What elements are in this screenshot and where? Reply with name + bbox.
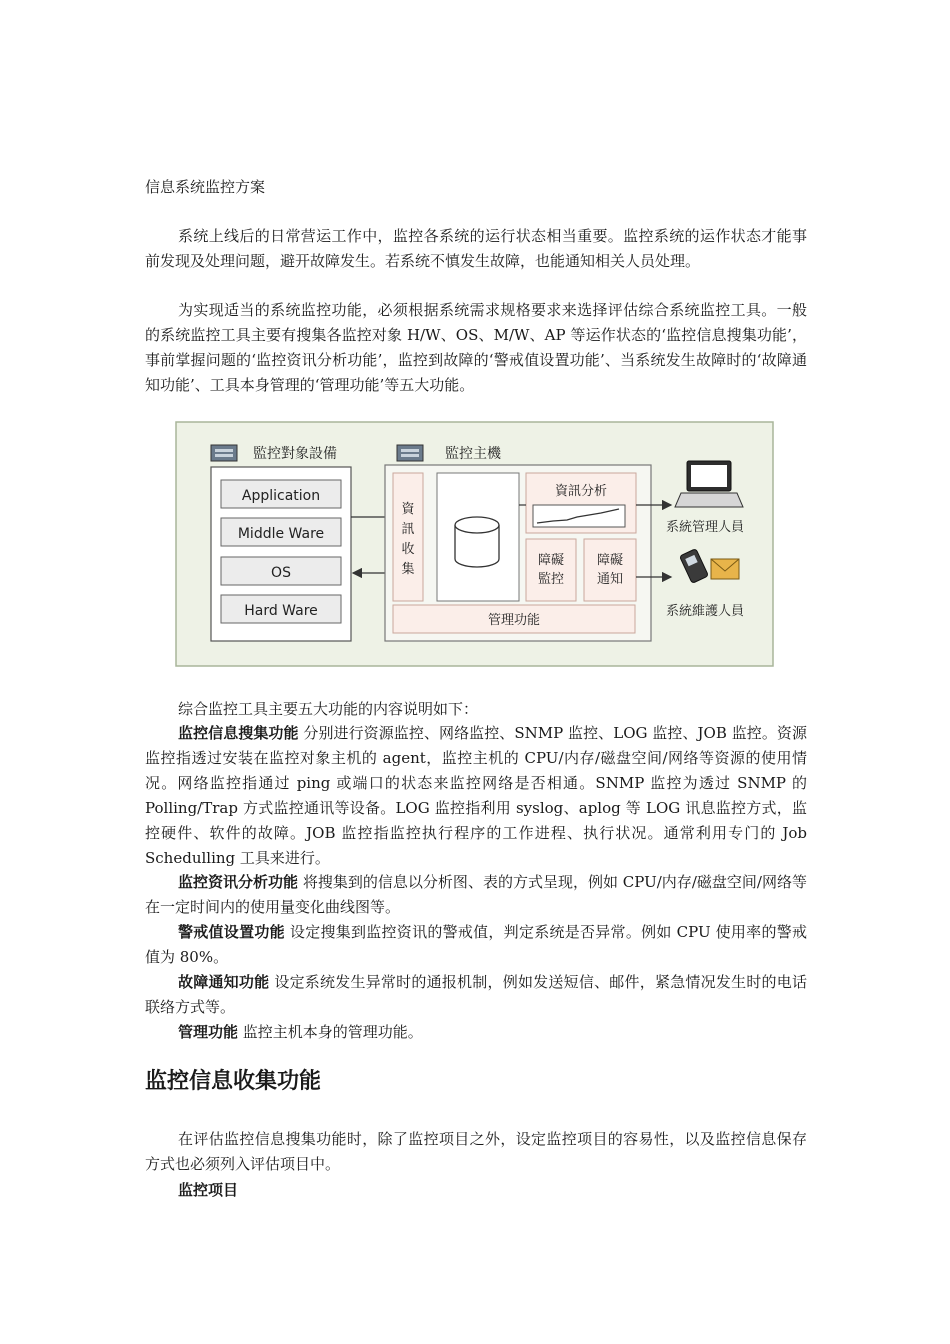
fault-notify-box (584, 539, 636, 601)
lead-notify: 故障通知功能 (178, 973, 270, 991)
target-item-os (221, 557, 341, 585)
target-item-label: Hard Ware (244, 603, 318, 619)
paragraph-notify-function (145, 970, 807, 1020)
target-item-middleware (221, 518, 341, 546)
fault-notify-label: 障礙 (596, 553, 624, 568)
fault-monitor-label: 障礙 (537, 553, 565, 568)
lead-threshold: 警戒值设置功能 (178, 923, 285, 941)
mail-icon (711, 559, 739, 579)
collection-char: 集 (401, 562, 415, 577)
paragraph-overview: 为实现适当的系统监控功能，必须根据系统需求规格要求来选择评估综合系统监控工具。一般的系统监控工具主要有搜集各监控对象 H/W、OS、M/W、AP 等运作状态的‘监控信息搜集功能’，事前掌握问题的‘监控资讯分析功能’，监控到故障的‘警戒值设置功能’、当系统发生故障时的‘故障通知功能’、工具本身管理的‘管理功能’等五大功能。 (145, 301, 807, 394)
collection-char: 收 (401, 542, 415, 557)
host-server-icon (397, 445, 423, 461)
document-title: 信息系统监控方案 (145, 178, 266, 196)
lead-analysis: 监控资讯分析功能 (178, 873, 299, 891)
text-collection: 分别进行资源监控、网络监控、SNMP 监控、LOG 监控、JOB 监控。资源监控指透过安装在监控对象主机的 agent，监控主机的 CPU/内存/磁盘空间/网络等资源的使用情况。网络监控指通过 ping 或端口的状态来监控网络是否相通。SNMP 监控为透过 SNMP 的 Polling/Trap 方式监控通讯等设备。LOG 监控指利用 syslog、aplog 等 LOG 讯息监控方式，监控硬件、软件的故障。JOB 监控指监控执行程序的工作进程、执行状况。通常利用专门的 Job Schedulling 工具来进行。 (145, 724, 807, 867)
paragraph-functions-intro: 综合监控工具主要五大功能的内容说明如下： (178, 700, 479, 718)
collection-char: 訊 (401, 522, 415, 537)
fault-monitor-box (526, 539, 576, 601)
paragraph-management-function (145, 1020, 807, 1045)
target-item-label: OS (271, 565, 291, 581)
target-title: 監控對象設備 (253, 446, 337, 462)
paragraph-analysis-function (145, 870, 807, 920)
target-item-application (221, 480, 341, 508)
paragraph-collection-function (145, 721, 807, 871)
text-threshold: 设定搜集到监控资讯的警戒值，判定系统是否异常。例如 CPU 使用率的警戒值为 80%。 (145, 923, 807, 966)
section-heading: 监控信息收集功能 (145, 1069, 322, 1094)
maint-label: 系統維護人員 (665, 604, 745, 619)
host-title: 監控主機 (445, 446, 501, 462)
analysis-label: 資訊分析 (554, 484, 608, 499)
lead-management: 管理功能 (178, 1023, 239, 1041)
target-item-label: Application (241, 488, 321, 504)
server-icon (211, 445, 237, 461)
lead-monitor-items: 监控项目 (178, 1181, 239, 1199)
paragraph-intro: 系统上线后的日常营运工作中，监控各系统的运行状态相当重要。监控系统的运作状态才能事前发现及处理问题，避开故障发生。若系统不慎发生故障，也能通知相关人员处理。 (145, 227, 807, 270)
target-item-label: Middle Ware (237, 526, 325, 542)
management-label: 管理功能 (487, 613, 541, 628)
target-item-hardware (221, 595, 341, 623)
monitoring-architecture-diagram (175, 421, 775, 668)
fault-notify-label: 通知 (596, 572, 624, 587)
text-management: 监控主机本身的管理功能。 (238, 1023, 423, 1041)
fault-monitor-label: 監控 (537, 572, 565, 587)
lead-collection: 监控信息搜集功能 (178, 724, 299, 742)
paragraph-evaluation: 在评估监控信息搜集功能时，除了监控项目之外，设定监控项目的容易性，以及监控信息保存方式也必须列入评估项目中。 (145, 1130, 807, 1173)
database-icon (455, 517, 499, 567)
paragraph-threshold-function (145, 920, 807, 970)
collection-box (393, 473, 423, 601)
analysis-chart (533, 505, 625, 527)
paragraph-monitor-items (145, 1178, 807, 1203)
collection-char: 資 (401, 502, 415, 517)
admin-label: 系統管理人員 (665, 520, 745, 535)
text-analysis: 将搜集到的信息以分析图、表的方式呈现，例如 CPU/内存/磁盘空间/网络等在一定时间内的使用量变化曲线图等。 (145, 873, 807, 916)
text-notify: 设定系统发生异常时的通报机制，例如发送短信、邮件，紧急情况发生时的电话联络方式等。 (145, 973, 807, 1016)
